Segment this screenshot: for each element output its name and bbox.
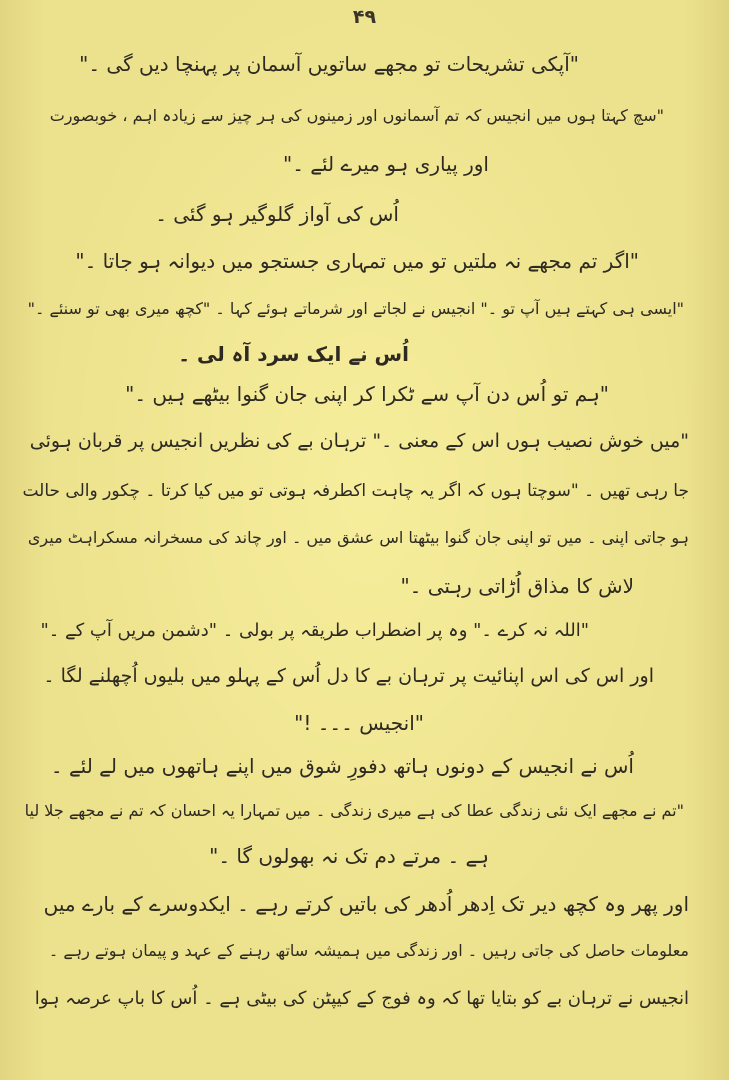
text-line: "تم نے مجھے ایک نئی زندگی عطا کی ہے میری زندگی ۔ میں تمہارا یہ احسان کہ تم نے مجھے جلا لیا <box>24 801 684 820</box>
text-line: جا رہی تھیں ۔ "سوچتا ہوں کہ اگر یہ چاہت اکطرفہ ہوتی تو میں کیا کرتا ۔ چکور والی حالت <box>22 481 689 501</box>
text-line: اور پھر وہ کچھ دیر تک اِدھر اُدھر کی باتیں کرتے رہے ۔ ایکدوسرے کے بارے میں <box>43 892 689 916</box>
text-line: اور پیاری ہو میرے لئے ۔" <box>283 152 489 176</box>
page-number: ۴۹ <box>352 6 377 28</box>
text-line: "اللہ نہ کرے ۔" وہ پر اضطراب طریقہ پر بولی ۔ "دشمن مریں آپ کے ۔" <box>40 620 589 641</box>
text-line: اُس نے ایک سرد آہ لی ۔ <box>178 342 409 366</box>
text-line: اُس نے انجیس کے دونوں ہاتھ دفورِ شوق میں اپنے ہاتھوں میں لے لئے ۔ <box>50 754 634 778</box>
text-line: لاش کا مذاق اُڑاتی رہتی ۔" <box>400 574 634 598</box>
text-line: انجیس نے ترہان بے کو بتایا تھا کہ وہ فوج کے کیپٹن کی بیٹی ہے ۔ اُس کا باپ عرصہ ہوا <box>34 988 689 1009</box>
text-line: "اگر تم مجھے نہ ملتیں تو میں تمہاری جستجو میں دیوانہ ہو جاتا ۔" <box>75 249 639 273</box>
text-line: ہو جاتی اپنی ۔ میں تو اپنی جان گنوا بیٹھتا اس عشق میں ۔ اور چاند کی مسخرانہ مسکراہٹ میری <box>27 528 689 547</box>
text-line: ہے ۔ مرتے دم تک نہ بھولوں گا ۔" <box>209 844 489 868</box>
text-line: اور اس کی اس اپنائیت پر ترہان بے کا دل اُس کے پہلو میں بلیوں اُچھلنے لگا ۔ <box>43 665 654 687</box>
text-line: معلومات حاصل کی جاتی رہیں ۔ اور زندگی میں ہمیشہ ساتھ رہنے کے عہد و پیمان ہوتے رہے ۔ <box>48 941 689 960</box>
text-line: "انجیس ۔۔۔ !" <box>294 711 424 735</box>
text-line: "میں خوش نصیب ہوں اس کے معنی ۔" ترہان بے کی نظریں انجیس پر قربان ہوئی <box>29 430 689 452</box>
text-line: "ہم تو اُس دن آپ سے ٹکرا کر اپنی جان گنوا بیٹھے ہیں ۔" <box>125 382 609 406</box>
text-line: اُس کی آواز گلوگیر ہو گئی ۔ <box>155 202 399 226</box>
text-line: "آپکی تشریحات تو مجھے ساتویں آسمان پر پہنچا دیں گی ۔" <box>79 52 579 76</box>
text-line: "سچ کہتا ہوں میں انجیس کہ تم آسمانوں اور زمینوں کی ہر چیز سے زیادہ اہم ، خوبصورت <box>49 106 664 125</box>
text-line: "ایسی ہی کہتے ہیں آپ تو ۔" انجیس نے لجاتے اور شرماتے ہوئے کہا ۔ "کچھ میری بھی تو سنئے ۔" <box>27 299 684 318</box>
